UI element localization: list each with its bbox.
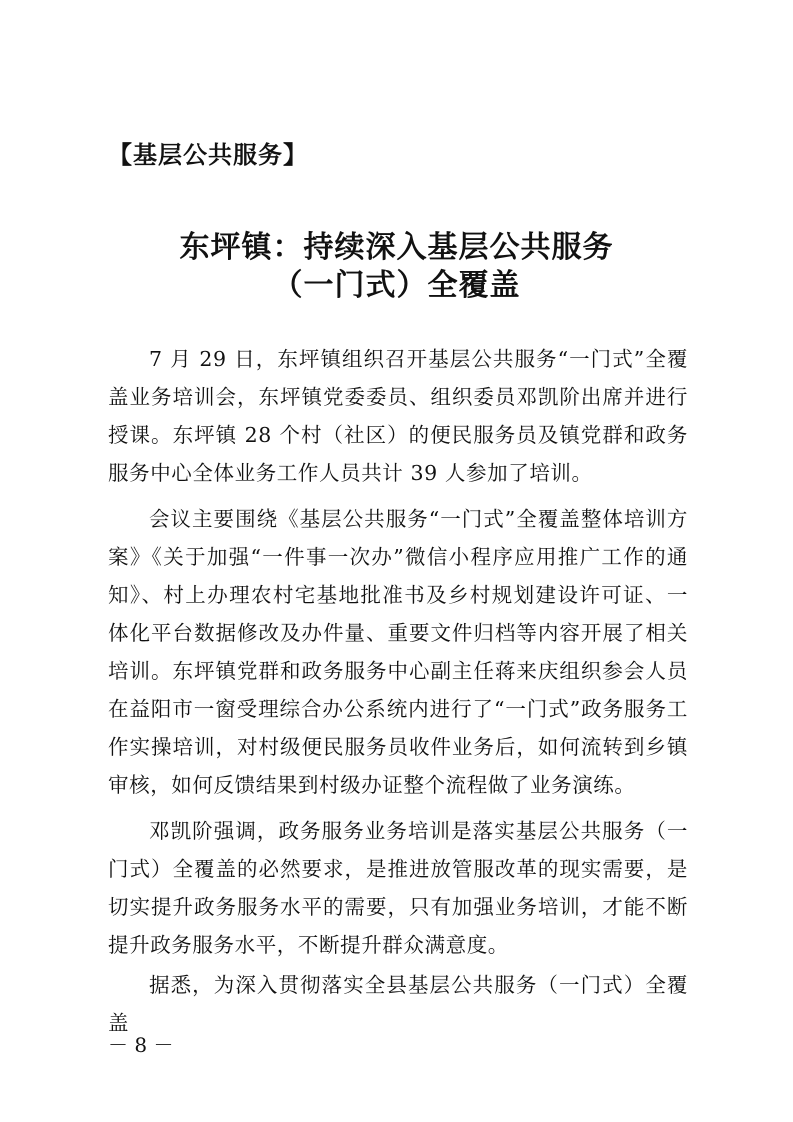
paragraph-1: 7 月 29 日，东坪镇组织召开基层公共服务“一门式”全覆盖业务培训会，东坪镇党委委员、组织委员邓凯阶出席并进行授课。东坪镇 28 个村（社区）的便民服务员及镇党群和政务服务中心全体业务工作人员共计 39 人参加了培训。 xyxy=(108,347,688,485)
paragraph-3: 邓凯阶强调，政务服务业务培训是落实基层公共服务（一门式）全覆盖的必然要求，是推进放管服改革的现实需要，是切实提升政务服务水平的需要，只有加强业务培训，才能不断提升政务服务水平，不断提升群众满意度。 xyxy=(108,819,688,957)
paragraph-2: 会议主要围绕《基层公共服务“一门式”全覆盖整体培训方案》《关于加强“一件事一次办”微信小程序应用推广工作的通知》、村上办理农村宅基地批准书及乡村规划建设许可证、一体化平台数据修改及办件量、重要文件归档等内容开展了相关培训。东坪镇党群和政务服务中心副主任蒋来庆组织参会人员在益阳市一窗受理综合办公系统内进行了“一门式”政务服务工作实操培训，对村级便民服务员收件业务后，如何流转到乡镇审核，如何反馈结果到村级办证整个流程做了业务演练。 xyxy=(108,507,688,797)
section-tag: 【基层公共服务】 xyxy=(108,141,308,169)
article-title-line-1: 东坪镇：持续深入基层公共服务 xyxy=(179,230,614,265)
page-number: － 8 － xyxy=(108,1033,174,1057)
article-title-line-2: （一门式）全覆盖 xyxy=(272,268,521,303)
paragraph-4: 据悉，为深入贯彻落实全县基层公共服务（一门式）全覆盖 xyxy=(108,973,688,1035)
